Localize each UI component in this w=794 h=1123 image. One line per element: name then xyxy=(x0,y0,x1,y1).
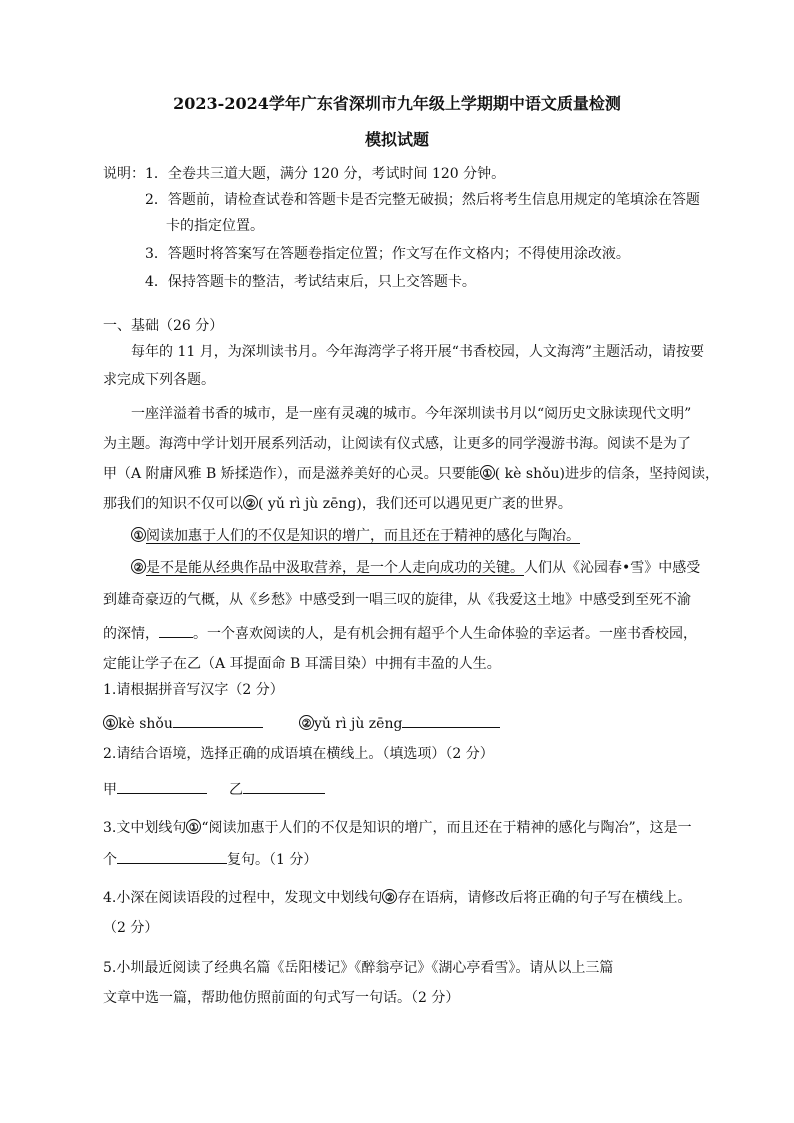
question-5-line-2: 文章中选一篇，帮助他仿照前面的句式写一句话。（2 分） xyxy=(103,990,460,1006)
question-1: 1.请根据拼音写汉字（2 分） xyxy=(103,682,284,698)
passage-line-6 xyxy=(131,558,700,578)
circled-number: ② xyxy=(243,495,258,510)
section-heading: 一、基础（26 分） xyxy=(103,318,224,334)
passage-line-9: 定能让学子在乙（A 耳提面命 B 耳濡目染）中拥有丰盈的人生。 xyxy=(103,656,501,672)
underlined-sentence-2: 是不是能从经典作品中汲取营养，是一个人走向成功的关键。 xyxy=(146,560,524,576)
answer-blank[interactable] xyxy=(159,622,193,638)
question-2-answer-b xyxy=(229,778,325,800)
answer-label: 乙 xyxy=(229,782,243,798)
instructions-text: 1．全卷共三道大题，满分 120 分，考试时间 120 分钟。 xyxy=(145,166,506,182)
circled-number: ② xyxy=(299,715,314,730)
passage-text: 。一个喜欢阅读的人，是有机会拥有超乎个人生命体验的幸运者。一座书香校园， xyxy=(193,626,697,642)
question-4 xyxy=(103,888,691,908)
answer-blank[interactable] xyxy=(117,848,227,864)
question-text: 存在语病，请修改后将正确的句子写在横线上。 xyxy=(397,890,692,906)
instructions-item-2-cont: 卡的指定位置。 xyxy=(166,218,264,234)
instructions-item-1 xyxy=(103,164,505,184)
pinyin-label: kè shǒu xyxy=(118,716,173,732)
exam-subtitle: 模拟试题 xyxy=(364,130,429,149)
passage-text: 人们从《沁园春•雪》中感受 xyxy=(524,560,701,576)
intro-line-2: 求完成下列各题。 xyxy=(103,372,215,388)
circled-number: ① xyxy=(131,527,146,542)
question-2-answer-a xyxy=(103,778,207,800)
question-3-line-2 xyxy=(103,848,317,870)
circled-number: ② xyxy=(382,889,397,904)
passage-text: ( yǔ rì jù zēng)，我们还可以遇见更广袤的世界。 xyxy=(258,496,572,512)
pinyin-label: yǔ rì jù zēng xyxy=(314,716,403,732)
question-text: 3.文中划线句 xyxy=(103,820,187,836)
passage-text: 的深情， xyxy=(103,626,159,642)
question-text: 复句。（1 分） xyxy=(227,852,318,868)
sentence-text: 阅读加惠于人们的不仅是知识的增广，而且还在于精神的感化与陶冶。 xyxy=(146,528,580,544)
exam-title: 2023-2024学年广东省深圳市九年级上学期期中语文质量检测 xyxy=(173,94,621,113)
question-5: 5.小圳最近阅读了经典名篇《岳阳楼记》《醉翁亭记》《湖心亭看雪》。请从以上三篇 xyxy=(103,960,614,976)
answer-blank[interactable] xyxy=(117,778,207,794)
circled-number: ① xyxy=(186,819,201,834)
question-text: 个 xyxy=(103,852,117,868)
question-1-answers xyxy=(103,712,263,734)
passage-line-4 xyxy=(103,494,572,514)
question-text: 4.小深在阅读语段的过程中，发现文中划线句 xyxy=(103,890,383,906)
circled-number: ① xyxy=(480,465,495,480)
passage-line-7: 到雄奇豪迈的气概，从《乡愁》中感受到一唱三叹的旋律，从《我爱这土地》中感受到至死不渝 xyxy=(103,592,691,608)
underlined-sentence-1 xyxy=(131,526,580,546)
question-3 xyxy=(103,818,692,838)
answer-blank[interactable] xyxy=(243,778,325,794)
instructions-item-3: 3．答题时将答案写在答题卷指定位置；作文写在作文格内；不得使用涂改液。 xyxy=(145,246,630,262)
question-text: “阅读加惠于人们的不仅是知识的增广，而且还在于精神的感化与陶冶”，这是一 xyxy=(201,820,692,836)
passage-line-1: 一座洋溢着书香的城市，是一座有灵魂的城市。今年深圳读书月以“阅历史文脉读现代文明” xyxy=(131,406,692,422)
circled-number: ② xyxy=(131,559,146,574)
circled-number: ① xyxy=(103,715,118,730)
passage-line-3 xyxy=(103,464,719,484)
answer-blank[interactable] xyxy=(173,712,263,728)
passage-line-8 xyxy=(103,622,697,644)
answer-blank[interactable] xyxy=(402,712,500,728)
answer-label: 甲 xyxy=(103,782,117,798)
instructions-item-2: 2．答题前，请检查试卷和答题卡是否完整无破损；然后将考生信息用规定的笔填涂在答题 xyxy=(145,192,700,208)
passage-text: 那我们的知识不仅可以 xyxy=(103,496,243,512)
passage-line-2: 为主题。海湾中学计划开展系列活动，让阅读有仪式感，让更多的同学漫游书海。阅读不是为了 xyxy=(103,436,691,452)
question-2: 2.请结合语境，选择正确的成语填在横线上。（填选项）（2 分） xyxy=(103,746,494,762)
passage-text: ( kè shǒu)进步的信条，坚持阅读， xyxy=(494,466,719,482)
instructions-lead: 说明： xyxy=(103,166,145,182)
instructions-item-4: 4．保持答题卡的整洁，考试结束后，只上交答题卡。 xyxy=(145,274,476,290)
question-1-answers-b xyxy=(299,712,500,734)
question-4-line-2: （2 分） xyxy=(103,920,159,936)
intro-line-1: 每年的 11 月，为深圳读书月。今年海湾学子将开展“书香校园，人文海湾”主题活动，请按要 xyxy=(131,344,705,360)
passage-text: 甲（A 附庸风雅 B 矫揉造作），而是滋养美好的心灵。只要能 xyxy=(103,466,480,482)
